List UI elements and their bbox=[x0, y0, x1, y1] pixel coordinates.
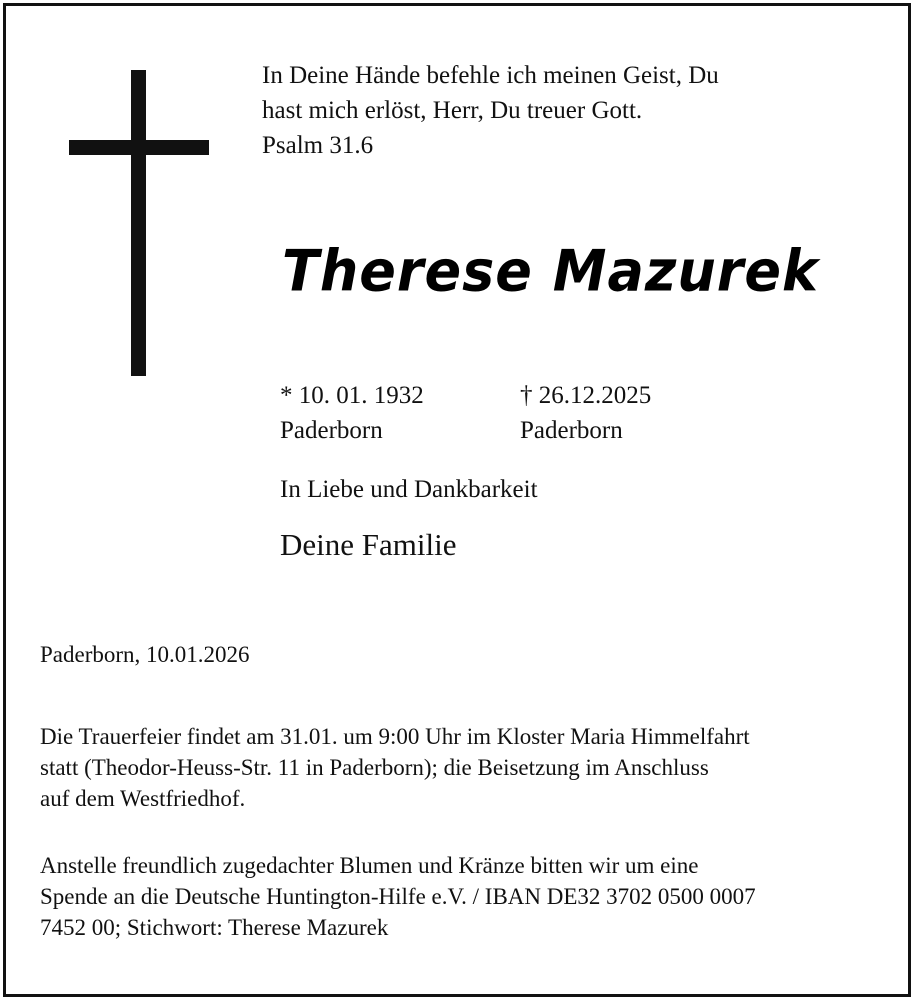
birth-info bbox=[280, 378, 424, 448]
place-and-date: Paderborn, 10.01.2026 bbox=[40, 642, 250, 667]
donation-info bbox=[40, 850, 880, 943]
funeral-line-3: auf dem Westfriedhof. bbox=[40, 786, 246, 811]
cross-icon-vertical-beam bbox=[131, 70, 146, 376]
family-signature: Deine Familie bbox=[280, 527, 457, 562]
funeral-line-2: statt (Theodor-Heuss-Str. 11 in Paderborn); die Beisetzung im Anschluss bbox=[40, 755, 709, 780]
verse-reference: Psalm 31.6 bbox=[262, 132, 374, 159]
birth-date: * 10. 01. 1932 bbox=[280, 382, 424, 409]
donation-line-2: Spende an die Deutsche Huntington-Hilfe e.V. / IBAN DE32 3702 0500 0007 bbox=[40, 884, 756, 909]
funeral-line-1: Die Trauerfeier findet am 31.01. um 9:00 Uhr im Kloster Maria Himmelfahrt bbox=[40, 724, 750, 749]
donation-line-3: 7452 00; Stichwort: Therese Mazurek bbox=[40, 915, 389, 940]
cross-icon-horizontal-beam bbox=[69, 140, 209, 155]
birth-place: Paderborn bbox=[280, 417, 383, 444]
death-info bbox=[520, 378, 651, 448]
verse-line-1: In Deine Hände befehle ich meinen Geist, Du bbox=[262, 62, 719, 89]
bible-verse bbox=[262, 58, 862, 163]
donation-line-1: Anstelle freundlich zugedachter Blumen und Kränze bitten wir um eine bbox=[40, 853, 699, 878]
funeral-info bbox=[40, 721, 880, 814]
death-place: Paderborn bbox=[520, 417, 623, 444]
verse-line-2: hast mich erlöst, Herr, Du treuer Gott. bbox=[262, 97, 643, 124]
dedication-text: In Liebe und Dankbarkeit bbox=[280, 476, 538, 503]
deceased-name: Therese Mazurek bbox=[282, 238, 819, 305]
death-date: † 26.12.2025 bbox=[520, 382, 652, 409]
